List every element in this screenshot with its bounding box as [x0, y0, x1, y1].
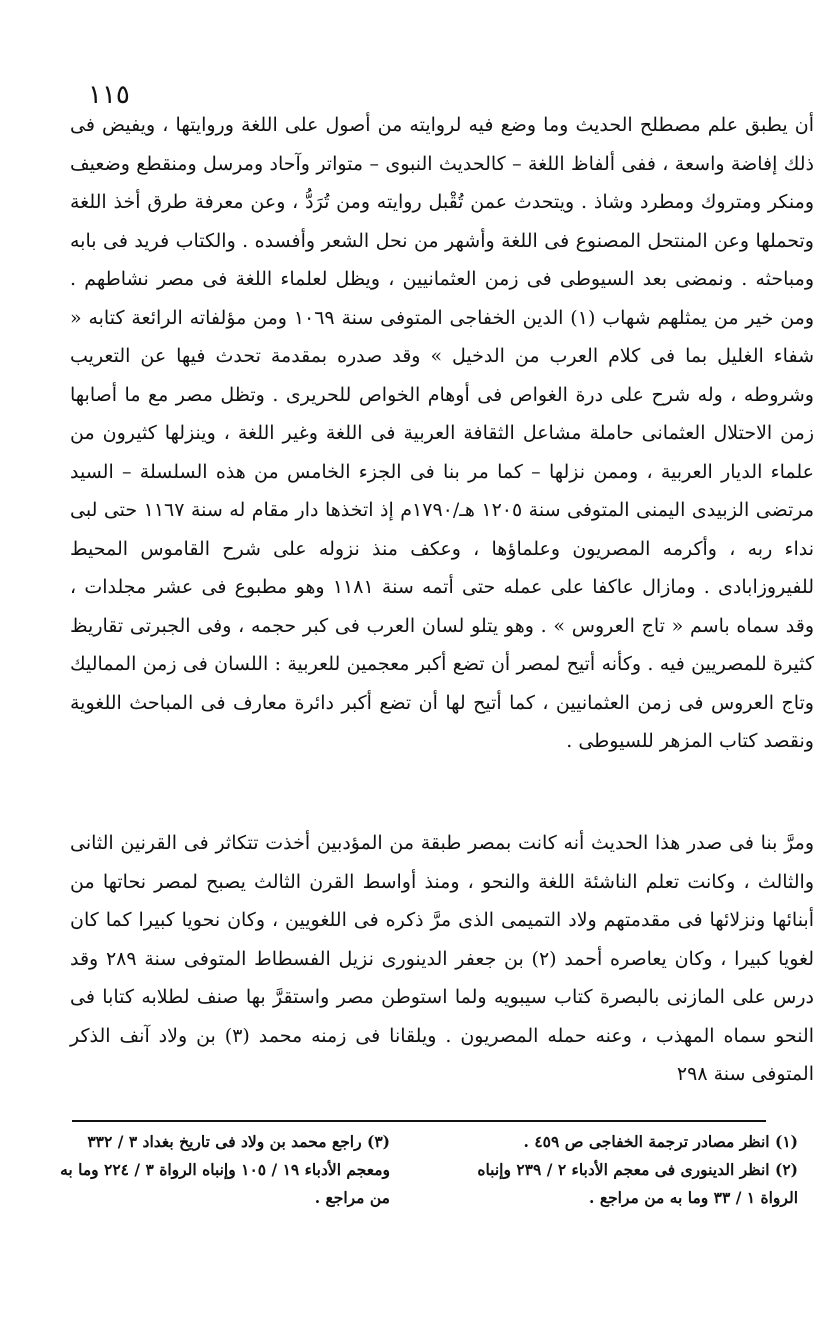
body-paragraph-1: أن يطبق علم مصطلح الحديث وما وضع فيه لروايته من أصول على اللغة وروايتها ، ويفيض فى ذلك إفاضة واسعة ، ففى ألفاظ اللغة – كالحديث النبوى – متواتر وآحاد ومرسل ومنقطع وضعيف ومنكر ومتروك ومطرد وشاذ . ويتحدث عمن تُقْبل روايته ومن تُرَدُّ ، وعن معرفة طرق أخذ اللغة وتحملها وعن المنتحل المصنوع فى اللغة وأشهر من نحل الشعر وأفسده . والكتاب فريد فى بابه ومباحثه . ونمضى بعد السيوطى فى زمن العثمانيين ، ويظل لعلماء اللغة فى مصر نشاطهم . ومن خير من يمثلهم شهاب (١) الدين الخفاجى المتوفى سنة ١٠٦٩ ومن مؤلفاته الرائعة كتابه « شفاء الغليل بما فى كلام العرب من الدخيل » وقد صدره بمقدمة تحدث فيها عن التعريب وشروطه ، وله شرح على درة الغواص فى أوهام الخواص للحريرى . وتظل مصر مع ما أصابها زمن الاحتلال العثمانى حاملة مشاعل الثقافة العربية فى اللغة وغير اللغة ، وينزلها كثيرون من علماء الديار العربية ، وممن نزلها – كما مر بنا فى الجزء الخامس من هذه السلسلة – السيد مرتضى الزبيدى اليمنى المتوفى سنة ١٢٠٥ هـ/١٧٩٠م إذ اتخذها دار مقام له سنة ١١٦٧ حتى لبى نداء ربه ، وأكرمه المصريون وعلماؤها ، وعكف منذ نزوله على شرح القاموس المحيط للفيروزابادى . ومازال عاكفا على عمله حتى أتمه سنة ١١٨١ وهو مطبوع فى عشر مجلدات ، وقد سماه باسم « تاج العروس » . وهو يتلو لسان العرب فى كبر حجمه ، وفى الجبرتى تقاريظ كثيرة للمصريين فيه . وكأنه أتيح لمصر أن تضع أكبر معجمين للعربية : اللسان فى زمن المماليك وتاج العروس فى زمن العثمانيين ، كما أتيح لها أن تضع أكبر دائرة معارف فى المباحث اللغوية ونقصد كتاب المزهر للسيوطى . [70, 114, 815, 752]
page-number: ١١٥ [88, 80, 130, 110]
footnote-divider [72, 1120, 766, 1122]
footnotes-right-column [458, 1128, 798, 1212]
footnote-2: (٢) انظر الدينورى فى معجم الأدباء ٢ / ٢٣٩ وإنباه الرواة ١ / ٣٣ وما به من مراجع . [477, 1160, 798, 1207]
footnotes-left-column [40, 1128, 390, 1212]
footnote-3: (٣) راجع محمد بن ولاد فى تاريخ بغداد ٣ / ٣٣٢ ومعجم الأدباء ١٩ / ١٠٥ وإنباه الرواة ٣ / ٢٢٤ وما به من مراجع . [60, 1132, 390, 1207]
footnote-1: (١) انظر مصادر ترجمة الخفاجى ص ٤٥٩ . [523, 1132, 798, 1151]
body-paragraph-2: ومرَّ بنا فى صدر هذا الحديث أنه كانت بمصر طبقة من المؤدبين أخذت تتكاثر فى القرنين الثانى والثالث ، وكانت تعلم الناشئة اللغة والنحو ، ومنذ أواسط القرن الثالث يصبح لمصر نحاتها من أبنائها ونزلائها فى مقدمتهم ولاد التميمى الذى مرَّ ذكره فى اللغويين ، وكان نحويا كبيرا كما كان لغويا كبيرا ، وكان يعاصره أحمد (٢) بن جعفر الدينورى نزيل الفسطاط المتوفى سنة ٢٨٩ وقد درس على المازنى بالبصرة كتاب سيبويه ولما استوطن مصر واستقرَّ بها صنف لطلابه كتابا فى النحو سماه المهذب ، وعنه حمله المصريون . ويلقانا فى زمنه محمد (٣) بن ولاد آنف الذكر المتوفى سنة ٢٩٨ [70, 832, 814, 1085]
